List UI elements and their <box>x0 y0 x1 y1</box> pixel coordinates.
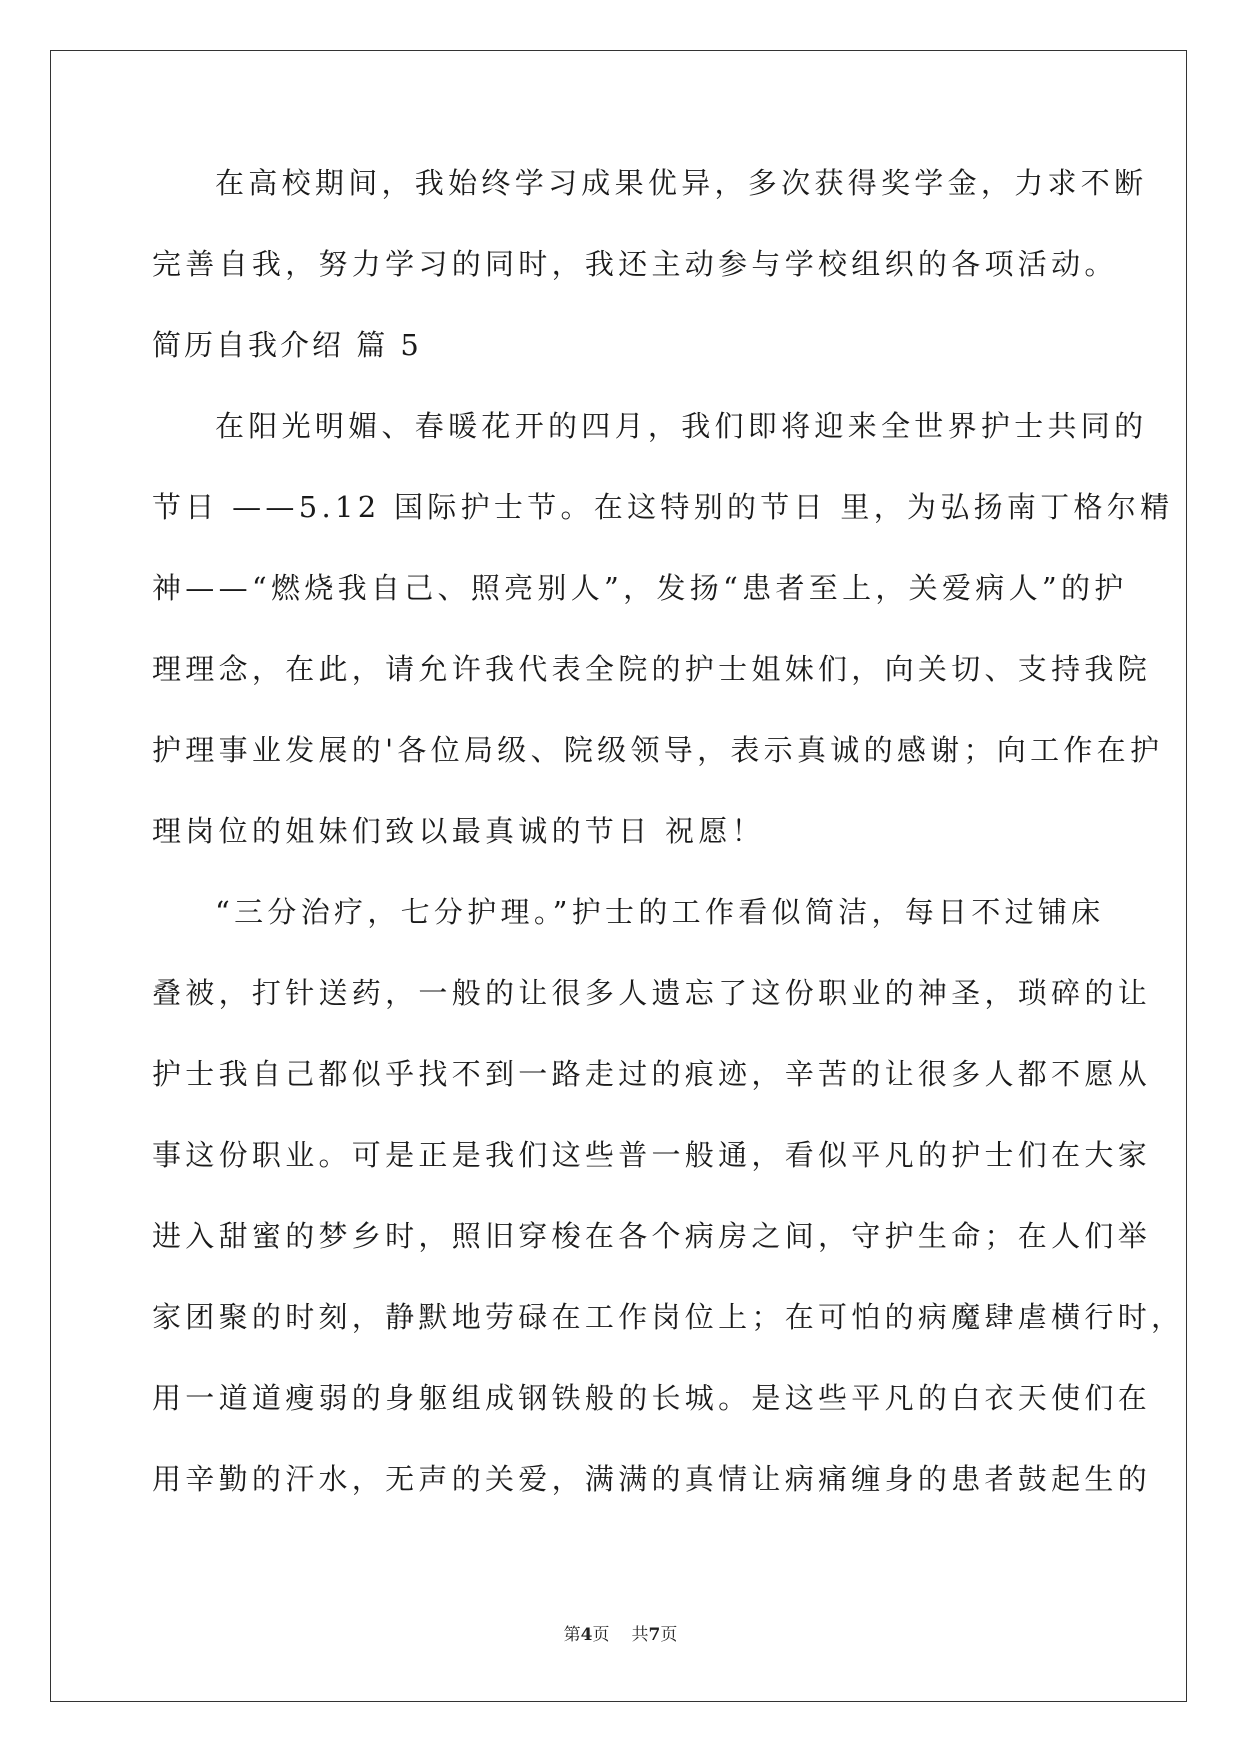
paragraph-line: 护士我自己都似乎找不到一路走过的痕迹，辛苦的让很多人都不愿从 <box>152 1057 1152 1091</box>
paragraph-line: 家团聚的时刻，静默地劳碌在工作岗位上；在可怕的病魔肆虐横行时， <box>152 1300 1185 1334</box>
paragraph-line: 在阳光明媚、春暖花开的四月，我们即将迎来全世界护士共同的 <box>215 409 1148 443</box>
paragraph-line: 用一道道瘦弱的身躯组成钢铁般的长城。是这些平凡的白衣天使们在 <box>152 1381 1152 1415</box>
paragraph-line: 理理念，在此，请允许我代表全院的护士姐妹们，向关切、支持我院 <box>152 652 1152 686</box>
paragraph-line: 完善自我，努力学习的同时，我还主动参与学校组织的各项活动。 <box>152 247 1118 281</box>
paragraph-line: 叠被，打针送药，一般的让很多人遗忘了这份职业的神圣，琐碎的让 <box>152 976 1152 1010</box>
current-page-number: 4 <box>580 1625 593 1645</box>
page-footer <box>0 1620 1241 1645</box>
paragraph-line: 在高校期间，我始终学习成果优异，多次获得奖学金，力求不断 <box>215 166 1148 200</box>
paragraph-line: 事这份职业。可是正是我们这些普一般通，看似平凡的护士们在大家 <box>152 1138 1152 1172</box>
paragraph-line: 节日 ——5.12 国际护士节。在这特别的节日 里，为弘扬南丁格尔精 <box>152 490 1174 524</box>
paragraph-line: “三分治疗，七分护理。”护士的工作看似简洁，每日不过铺床 <box>215 895 1105 929</box>
footer-page-word: 页 <box>592 1625 610 1645</box>
paragraph-line: 护理事业发展的'各位局级、院级领导，表示真诚的感谢；向工作在护 <box>152 733 1164 767</box>
paragraph-line: 用辛勤的汗水，无声的关爱，满满的真情让病痛缠身的患者鼓起生的 <box>152 1462 1152 1496</box>
document-body <box>152 165 1185 1542</box>
paragraph-line: 进入甜蜜的梦乡时，照旧穿梭在各个病房之间，守护生命；在人们举 <box>152 1219 1152 1253</box>
total-pages-number: 7 <box>648 1625 661 1645</box>
footer-total-prefix: 共 <box>631 1625 649 1645</box>
section-heading: 简历自我介绍 篇 5 <box>152 328 422 362</box>
paragraph-line: 神——“燃烧我自己、照亮别人”，发扬“患者至上，关爱病人”的护 <box>152 571 1128 605</box>
footer-total-suffix: 页 <box>660 1625 678 1645</box>
paragraph-line: 理岗位的姐妹们致以最真诚的节日 祝愿！ <box>152 814 765 848</box>
footer-prefix: 第 <box>563 1625 581 1645</box>
